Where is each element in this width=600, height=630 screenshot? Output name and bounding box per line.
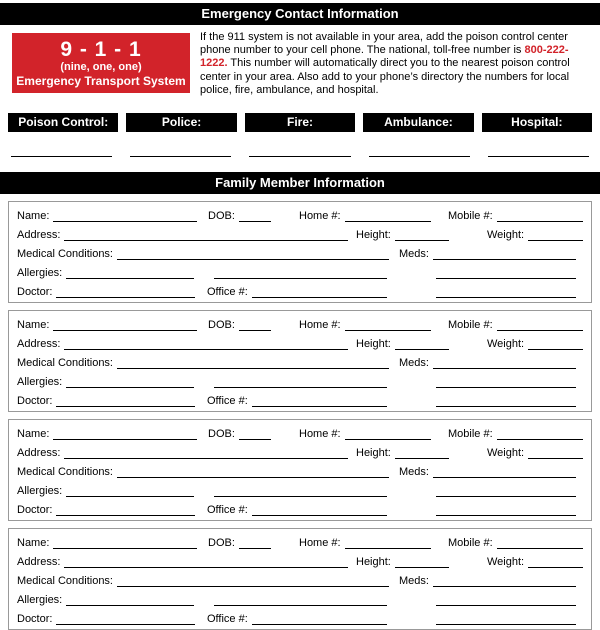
meds-label: Meds: — [399, 357, 429, 370]
allergies-continuation-line[interactable] — [214, 496, 387, 497]
weight-field — [487, 229, 583, 242]
medical-conditions-label: Medical Conditions: — [17, 466, 113, 479]
address-field — [17, 556, 348, 569]
meds-field-line[interactable] — [433, 368, 576, 369]
name-field — [17, 428, 197, 441]
doctor-field-line[interactable] — [56, 515, 195, 516]
doctor-field-line[interactable] — [56, 624, 195, 625]
height-field-line[interactable] — [395, 349, 449, 350]
emergency-contact-fields-row — [10, 156, 590, 157]
medical-conditions-field-line[interactable] — [117, 477, 389, 478]
height-label: Height: — [356, 229, 391, 242]
address-field-line[interactable] — [64, 240, 348, 241]
name-label: Name: — [17, 319, 50, 332]
allergies-label: Allergies: — [17, 594, 63, 607]
911-phonetic: (nine, one, one) — [60, 61, 142, 73]
doctor-field — [17, 613, 195, 626]
name-field-line[interactable] — [53, 221, 197, 222]
member-row-2 — [17, 441, 583, 460]
weight-field-line[interactable] — [528, 240, 583, 241]
height-label: Height: — [356, 556, 391, 569]
contact-label-ambulance: Ambulance: — [363, 113, 473, 132]
weight-field — [487, 338, 583, 351]
address-field — [17, 229, 348, 242]
meds-field-line[interactable] — [433, 586, 576, 587]
member-row-4 — [17, 479, 583, 498]
member-row-1 — [17, 204, 583, 223]
meds-continuation-line[interactable] — [436, 387, 576, 388]
address-field — [17, 338, 348, 351]
office-phone-label: Office #: — [207, 395, 248, 408]
dob-field — [208, 428, 271, 441]
member-row-5 — [17, 607, 583, 626]
address-label: Address: — [17, 338, 61, 351]
name-label: Name: — [17, 537, 50, 550]
medical-conditions-label: Medical Conditions: — [17, 357, 113, 370]
home-phone-label: Home #: — [299, 319, 341, 332]
meds-field — [399, 466, 576, 479]
dob-label: DOB: — [208, 210, 235, 223]
family-member-section-header: Family Member Information — [0, 172, 600, 194]
member-row-5 — [17, 389, 583, 408]
member-row-3 — [17, 569, 583, 588]
office-phone-field — [207, 395, 387, 408]
allergies-field — [17, 267, 194, 280]
doctor-field — [17, 395, 195, 408]
contact-label-fire: Fire: — [245, 113, 355, 132]
police-field-line[interactable] — [130, 156, 231, 157]
home-phone-field-line[interactable] — [345, 221, 431, 222]
member-row-1 — [17, 531, 583, 550]
doctor-field — [17, 504, 195, 517]
mobile-phone-field — [448, 428, 583, 441]
dob-label: DOB: — [208, 319, 235, 332]
doctor-label: Doctor: — [17, 395, 53, 408]
meds-continuation-line-2[interactable] — [436, 515, 576, 516]
allergies-label: Allergies: — [17, 376, 63, 389]
dob-field-line[interactable] — [239, 548, 271, 549]
member-row-5 — [17, 498, 583, 517]
contact-label-poison-control: Poison Control: — [8, 113, 118, 132]
family-member-block — [8, 528, 592, 630]
height-field — [356, 447, 449, 460]
doctor-field — [17, 286, 195, 299]
meds-label: Meds: — [399, 248, 429, 261]
meds-continuation-line-2[interactable] — [436, 406, 576, 407]
office-phone-field — [207, 286, 387, 299]
poison-control-phone-number: 800-222-1222. — [200, 44, 569, 70]
member-row-1 — [17, 313, 583, 332]
dob-field — [208, 319, 271, 332]
allergies-field-line[interactable] — [66, 496, 194, 497]
office-phone-field-line[interactable] — [252, 515, 387, 516]
911-number: 9 - 1 - 1 — [60, 38, 142, 61]
weight-field — [487, 556, 583, 569]
office-phone-label: Office #: — [207, 613, 248, 626]
weight-label: Weight: — [487, 447, 525, 460]
ambulance-field-line[interactable] — [369, 156, 470, 157]
height-field — [356, 338, 449, 351]
medical-conditions-label: Medical Conditions: — [17, 248, 113, 261]
name-label: Name: — [17, 428, 50, 441]
medical-conditions-field — [17, 248, 389, 261]
hospital-field-line[interactable] — [488, 156, 589, 157]
meds-continuation-line[interactable] — [436, 605, 576, 606]
name-field-line[interactable] — [53, 548, 197, 549]
office-phone-field — [207, 504, 387, 517]
family-member-block — [8, 419, 592, 521]
home-phone-field-line[interactable] — [345, 330, 431, 331]
doctor-label: Doctor: — [17, 613, 53, 626]
fire-field-line[interactable] — [249, 156, 350, 157]
member-row-4 — [17, 261, 583, 280]
instructions-text-before: If the 911 system is not available in your area, add the poison control center phone number to your cell phone. The national, toll-free number is — [200, 31, 568, 57]
emergency-contact-section-header: Emergency Contact Information — [0, 3, 600, 25]
dob-field-line[interactable] — [239, 439, 271, 440]
home-phone-field — [299, 537, 431, 550]
member-row-2 — [17, 550, 583, 569]
contact-label-hospital: Hospital: — [482, 113, 592, 132]
office-phone-field-line[interactable] — [252, 406, 387, 407]
height-field-line[interactable] — [395, 458, 449, 459]
office-phone-field — [207, 613, 387, 626]
dob-field — [208, 210, 271, 223]
allergies-label: Allergies: — [17, 267, 63, 280]
mobile-phone-field-line[interactable] — [497, 330, 583, 331]
name-field — [17, 537, 197, 550]
weight-label: Weight: — [487, 556, 525, 569]
instructions-text-after: This number will automatically direct you to the nearest poison control center in your area. Also add to your phone’s directory the numbers for local police, fire, ambulance, and hospital. — [200, 57, 570, 96]
allergies-continuation-line[interactable] — [214, 278, 387, 279]
medical-conditions-field — [17, 466, 389, 479]
medical-conditions-field-line[interactable] — [117, 368, 389, 369]
family-member-block — [8, 310, 592, 412]
height-field — [356, 229, 449, 242]
weight-label: Weight: — [487, 229, 525, 242]
medical-conditions-field — [17, 357, 389, 370]
name-field-line[interactable] — [53, 439, 197, 440]
meds-label: Meds: — [399, 575, 429, 588]
medical-conditions-label: Medical Conditions: — [17, 575, 113, 588]
weight-label: Weight: — [487, 338, 525, 351]
mobile-phone-field-line[interactable] — [497, 548, 583, 549]
home-phone-field-line[interactable] — [345, 439, 431, 440]
height-field-line[interactable] — [395, 567, 449, 568]
911-caption: Emergency Transport System — [16, 74, 186, 88]
member-row-4 — [17, 588, 583, 607]
address-field-line[interactable] — [64, 458, 348, 459]
meds-field — [399, 357, 576, 370]
name-field — [17, 319, 197, 332]
weight-field-line[interactable] — [528, 458, 583, 459]
weight-field-line[interactable] — [528, 349, 583, 350]
mobile-phone-field — [448, 319, 583, 332]
family-member-block — [8, 201, 592, 303]
height-label: Height: — [356, 338, 391, 351]
allergies-continuation-line[interactable] — [214, 387, 387, 388]
allergies-field — [17, 376, 194, 389]
mobile-phone-label: Mobile #: — [448, 428, 493, 441]
member-row-3 — [17, 242, 583, 261]
poison-control-field-line[interactable] — [11, 156, 112, 157]
intro-section — [0, 25, 600, 97]
contact-label-police: Police: — [126, 113, 236, 132]
member-row-3 — [17, 351, 583, 370]
home-phone-field-line[interactable] — [345, 548, 431, 549]
home-phone-field — [299, 428, 431, 441]
name-field-line[interactable] — [53, 330, 197, 331]
office-phone-field-line[interactable] — [252, 297, 387, 298]
allergies-field — [17, 485, 194, 498]
member-row-2 — [17, 223, 583, 242]
address-label: Address: — [17, 556, 61, 569]
address-label: Address: — [17, 447, 61, 460]
mobile-phone-field-line[interactable] — [497, 221, 583, 222]
address-field-line[interactable] — [64, 567, 348, 568]
allergies-field-line[interactable] — [66, 278, 194, 279]
family-members — [0, 201, 600, 630]
height-label: Height: — [356, 447, 391, 460]
911-badge — [12, 33, 190, 93]
mobile-phone-label: Mobile #: — [448, 537, 493, 550]
meds-continuation-line[interactable] — [436, 496, 576, 497]
meds-label: Meds: — [399, 466, 429, 479]
poison-control-instructions — [200, 31, 592, 97]
home-phone-label: Home #: — [299, 428, 341, 441]
mobile-phone-field — [448, 210, 583, 223]
weight-field — [487, 447, 583, 460]
mobile-phone-field-line[interactable] — [497, 439, 583, 440]
allergies-label: Allergies: — [17, 485, 63, 498]
height-field — [356, 556, 449, 569]
office-phone-label: Office #: — [207, 504, 248, 517]
office-phone-label: Office #: — [207, 286, 248, 299]
name-label: Name: — [17, 210, 50, 223]
weight-field-line[interactable] — [528, 567, 583, 568]
member-row-5 — [17, 280, 583, 299]
home-phone-label: Home #: — [299, 210, 341, 223]
doctor-field-line[interactable] — [56, 297, 195, 298]
dob-field-line[interactable] — [239, 221, 271, 222]
meds-continuation-line-2[interactable] — [436, 624, 576, 625]
doctor-field-line[interactable] — [56, 406, 195, 407]
allergies-field — [17, 594, 194, 607]
home-phone-field — [299, 210, 431, 223]
address-field — [17, 447, 348, 460]
member-row-2 — [17, 332, 583, 351]
mobile-phone-field — [448, 537, 583, 550]
member-row-4 — [17, 370, 583, 389]
allergies-field-line[interactable] — [66, 605, 194, 606]
dob-label: DOB: — [208, 537, 235, 550]
address-label: Address: — [17, 229, 61, 242]
member-row-1 — [17, 422, 583, 441]
dob-label: DOB: — [208, 428, 235, 441]
office-phone-field-line[interactable] — [252, 624, 387, 625]
medical-conditions-field-line[interactable] — [117, 586, 389, 587]
address-field-line[interactable] — [64, 349, 348, 350]
mobile-phone-label: Mobile #: — [448, 319, 493, 332]
emergency-contact-labels-row — [8, 113, 592, 132]
mobile-phone-label: Mobile #: — [448, 210, 493, 223]
medical-conditions-field-line[interactable] — [117, 259, 389, 260]
allergies-continuation-line[interactable] — [214, 605, 387, 606]
home-phone-label: Home #: — [299, 537, 341, 550]
meds-field-line[interactable] — [433, 259, 576, 260]
member-row-3 — [17, 460, 583, 479]
meds-continuation-line[interactable] — [436, 278, 576, 279]
name-field — [17, 210, 197, 223]
dob-field — [208, 537, 271, 550]
medical-conditions-field — [17, 575, 389, 588]
home-phone-field — [299, 319, 431, 332]
dob-field-line[interactable] — [239, 330, 271, 331]
meds-field-line[interactable] — [433, 477, 576, 478]
meds-field — [399, 248, 576, 261]
meds-field — [399, 575, 576, 588]
allergies-field-line[interactable] — [66, 387, 194, 388]
doctor-label: Doctor: — [17, 286, 53, 299]
doctor-label: Doctor: — [17, 504, 53, 517]
meds-continuation-line-2[interactable] — [436, 297, 576, 298]
height-field-line[interactable] — [395, 240, 449, 241]
